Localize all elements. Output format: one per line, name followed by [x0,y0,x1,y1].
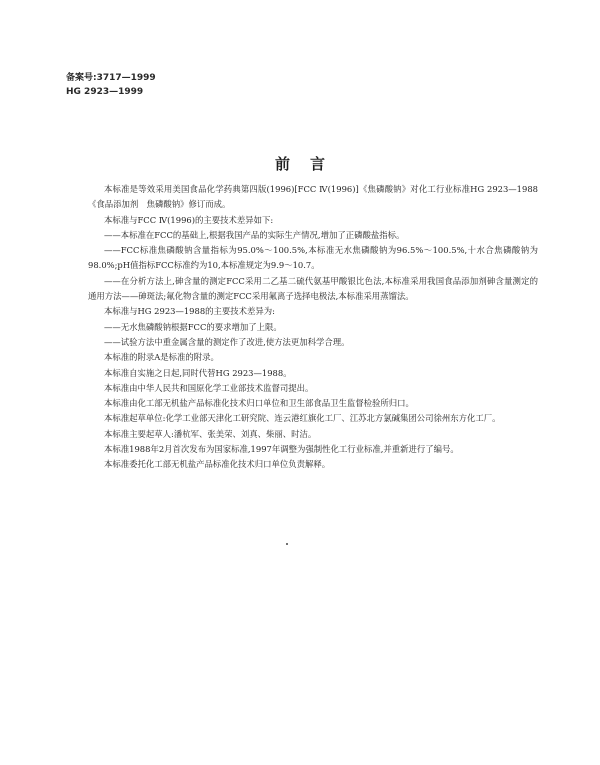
paragraph-proposed-by: 本标准由中华人民共和国原化学工业部技术监督司提出。 [104,382,314,393]
paragraph-fcc-difference-3: ——在分析方法上,砷含量的测定FCC采用二乙基二硫代氨基甲酸银比色法,本标准采用我国食品添加剂砷含量测定的通用方法——砷斑法;氟化物含量的测定FCC采用氟离子选择电极法,本标准采用蒸馏法。 [88,275,538,302]
paragraph-appendix: 本标准的附录A是标准的附录。 [104,352,219,363]
paragraph-hg-differences-intro: 本标准与HG 2923—1988的主要技术差异为: [104,306,275,317]
section-title: 前言 [274,155,345,173]
paragraph-interpretation: 本标准委托化工部无机盐产品标准化技术归口单位负责解释。 [104,459,331,470]
record-number: 备案号:3717—1999 [66,73,156,83]
paragraph-fcc-difference-2: ——FCC标准焦磷酸钠含量指标为95.0%～100.5%,本标准无水焦磷酸钠为96.5%～100.5%,十水合焦磷酸钠为98.0%;pH值指标FCC标准约为10,本标准规定为9.9～10.7。 [88,245,538,271]
paragraph-history: 本标准1988年2月首次发布为国家标准,1997年调整为强制性化工行业标准,并重新进行了编号。 [104,444,459,455]
standard-code: HG 2923—1999 [66,87,144,97]
document-header [66,71,156,99]
paragraph-drafting-units: 本标准起草单位:化学工业部天津化工研究院、连云港红旗化工厂、江苏北方氯碱集团公司徐州东方化工厂。 [104,413,501,424]
paragraph-fcc-differences-intro: 本标准与FCC Ⅳ(1996)的主要技术差异如下: [104,214,274,225]
foreword-body [88,182,538,473]
paragraph-fcc-difference-1: ——本标准在FCC的基础上,根据我国产品的实际生产情况,增加了正磷酸盐指标。 [104,229,405,240]
paragraph-drafters: 本标准主要起草人:潘杭军、张美荣、刘真、柴丽、时洁。 [104,428,317,439]
paragraph-hg-difference-2: ——试验方法中重金属含量的测定作了改进,使方法更加科学合理。 [104,336,350,347]
paragraph-centralized-by: 本标准由化工部无机盐产品标准化技术归口单位和卫生部食品卫生监督检验所归口。 [104,398,414,409]
paragraph-supersedes: 本标准自实施之日起,同时代替HG 2923—1988。 [104,367,292,378]
page-mark [286,543,288,545]
paragraph-hg-difference-1: ——无水焦磷酸钠根据FCC的要求增加了上限。 [104,321,282,332]
paragraph-adoption: 本标准是等效采用美国食品化学药典第四版(1996)[FCC Ⅳ(1996)]《焦磷酸钠》对化工行业标准HG 2923—1988《食品添加剂 焦磷酸钠》修订而成。 [88,184,538,210]
